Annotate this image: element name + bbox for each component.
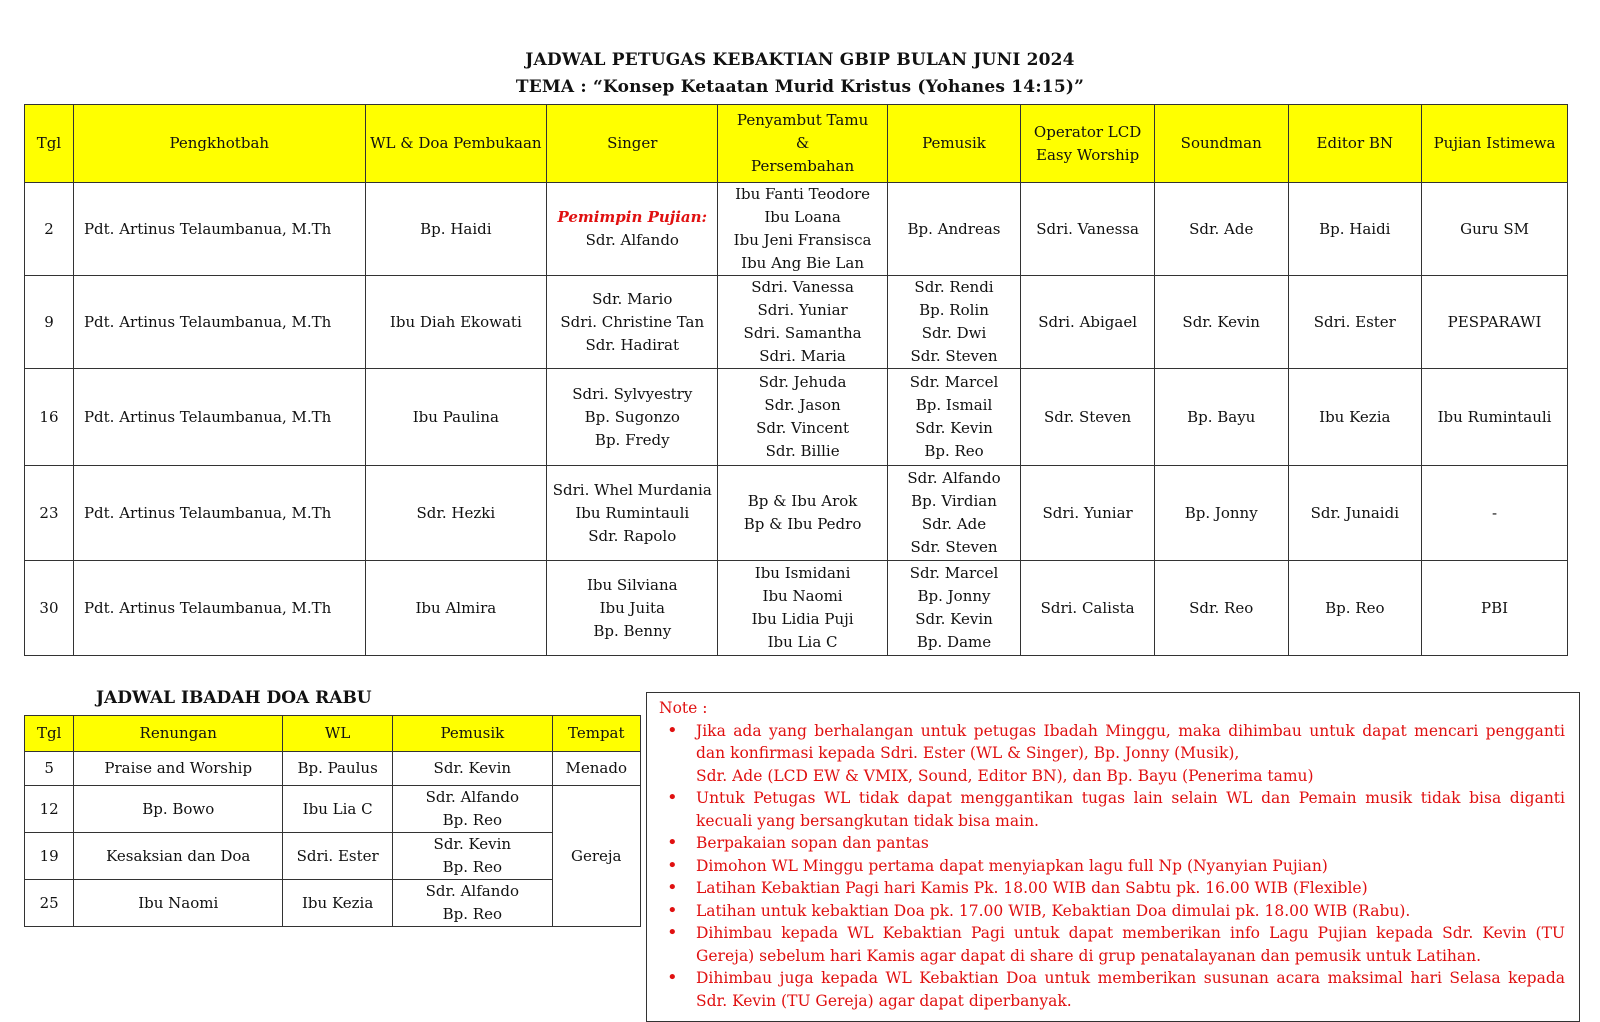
header-tgl: Tgl	[25, 105, 74, 183]
text-line: Bp. Reo	[924, 442, 984, 460]
schedule-row	[25, 369, 1568, 466]
doa-pemusik-cell	[393, 833, 552, 880]
text-line: Ibu Lia C	[302, 799, 373, 818]
text-line: • Untuk Petugas WL tidak dapat menggantikan tugas lain selain WL dan Pemain musik tidak bisa diganti kecuali yang bersangkutan tidak bisa main.	[696, 789, 1565, 830]
pujian-cell	[1422, 561, 1568, 656]
text-line: Pdt. Artinus Telaumbanua, M.Th	[83, 598, 332, 617]
operator-cell	[1021, 561, 1155, 656]
doa-row	[25, 752, 641, 786]
text-line: Sdri. Maria	[759, 347, 846, 365]
text-line: PBI	[1481, 598, 1509, 617]
text-line: Sdr. Vincent	[756, 419, 850, 437]
text-line: Sdri. Samantha	[743, 324, 862, 342]
text-line: Sdr. Steven	[1044, 407, 1132, 426]
text-line: Easy Worship	[1036, 145, 1140, 164]
text-line: Sdr. Kevin	[433, 759, 512, 777]
schedule-row	[25, 561, 1568, 656]
doa-header-pemusik: Pemusik	[393, 716, 552, 752]
text-line: Sdr. Dwi	[921, 324, 987, 342]
text-line: Ibu Paulina	[412, 407, 499, 426]
text-line: • Latihan Kebaktian Pagi hari Kamis Pk. 18.00 WIB dan Sabtu pk. 16.00 WIB (Flexible)	[696, 879, 1368, 897]
text-line: Bp. Haidi	[420, 219, 492, 238]
text-line: Bp. Reo	[1325, 598, 1385, 617]
note-item	[659, 855, 1565, 878]
penyambut-cell	[718, 369, 887, 466]
doa-row	[25, 833, 641, 880]
pujian-cell	[1422, 369, 1568, 466]
text-line: Bp. Rolin	[919, 301, 989, 319]
text-line: Sdri. Ester	[1313, 312, 1396, 331]
note-label: Note :	[659, 699, 708, 717]
penyambut-cell	[718, 561, 887, 656]
text-line: Sdr. Ade	[1189, 219, 1254, 238]
doa-header-row	[25, 716, 641, 752]
text-line: 23	[39, 503, 59, 522]
text-line: Sdr. Rapolo	[588, 526, 677, 545]
text-line: Sdri. Sylvyestry	[572, 384, 693, 403]
text-line: Sdri. Whel Murdania	[552, 480, 712, 499]
text-line: Sdr. Alfando	[425, 788, 520, 806]
text-line: Pdt. Artinus Telaumbanua, M.Th	[83, 219, 332, 238]
note-item	[659, 900, 1565, 923]
doa-tempat-cell	[552, 786, 640, 927]
tgl-cell	[25, 466, 74, 561]
doa-pemusik-cell	[393, 786, 552, 833]
text-line: Sdri. Ester	[296, 846, 379, 865]
pengkhotbah-cell	[73, 183, 365, 276]
operator-cell	[1021, 369, 1155, 466]
doa-tgl-cell	[25, 786, 74, 833]
doa-wl-cell	[283, 833, 393, 880]
text-line: Sdr. Alfando	[425, 882, 520, 900]
schedule-row	[25, 276, 1568, 369]
note-list	[659, 720, 1565, 1013]
text-line: Bp. Reo	[442, 858, 503, 876]
text-line: • Latihan untuk kebaktian Doa pk. 17.00 WIB, Kebaktian Doa dimulai pk. 18.00 WIB (Rabu).	[696, 901, 1411, 920]
editor-cell	[1288, 183, 1422, 276]
doa-row	[25, 786, 641, 833]
pujian-cell	[1422, 183, 1568, 276]
tgl-cell	[25, 276, 74, 369]
singer-cell	[547, 561, 718, 656]
note-item	[659, 720, 1565, 788]
doa-tgl-cell	[25, 880, 74, 927]
text-line: 19	[39, 846, 59, 865]
doa-renungan-cell	[74, 786, 283, 833]
text-line: Ibu Ismidani	[754, 564, 851, 582]
text-line: Bp. Bowo	[142, 799, 215, 818]
header-editor: Editor BN	[1288, 105, 1422, 183]
header-pujian: Pujian Istimewa	[1422, 105, 1568, 183]
text-line: Sdr. Mario	[592, 289, 673, 308]
text-line: Sdr. Rendi	[914, 278, 994, 296]
text-line: Ibu Fanti Teodore	[735, 185, 871, 203]
singer-cell	[547, 183, 718, 276]
page-title: JADWAL PETUGAS KEBAKTIAN GBIP BULAN JUNI 2024	[525, 50, 1075, 70]
tgl-cell	[25, 183, 74, 276]
text-line: • Berpakaian sopan dan pantas	[696, 834, 929, 852]
text-line: • Jika ada yang berhalangan untuk petugas Ibadah Minggu, maka dihimbau untuk dapat mencari pengganti dan konfirmasi kepada Sdri. Ester (WL & Singer), Bp. Jonny (Musik),	[696, 721, 1565, 762]
text-line: Sdr. Jason	[764, 396, 841, 414]
editor-cell	[1288, 466, 1422, 561]
doa-header-tempat: Tempat	[552, 716, 640, 752]
pengkhotbah-cell	[73, 369, 365, 466]
text-line: Sdr. Alfando	[585, 231, 679, 249]
penyambut-cell	[718, 466, 887, 561]
editor-cell	[1288, 276, 1422, 369]
text-line: Ibu Lia C	[767, 633, 838, 651]
text-line: Ibu Silviana	[586, 575, 678, 594]
header-operator	[1021, 105, 1155, 183]
note-item	[659, 787, 1565, 832]
text-line: Ibu Rumintauli	[1437, 407, 1552, 426]
text-line: Bp. Jonny	[917, 587, 991, 605]
text-line: Bp. Paulus	[297, 759, 378, 777]
text-line: 16	[39, 407, 59, 426]
text-line: Bp. Reo	[442, 905, 503, 923]
text-line: Bp. Bayu	[1187, 407, 1256, 426]
text-line: Sdr. Hadirat	[585, 335, 680, 354]
tgl-cell	[25, 561, 74, 656]
header-pengkhotbah: Pengkhotbah	[73, 105, 365, 183]
text-line: Sdr. Kevin	[1182, 312, 1260, 331]
pemusik-cell	[887, 183, 1021, 276]
text-line: Ibu Kezia	[301, 893, 374, 912]
wl-cell	[365, 561, 547, 656]
tgl-cell	[25, 369, 74, 466]
text-line: Bp & Ibu Arok	[747, 492, 858, 510]
text-line: • Dimohon WL Minggu pertama dapat menyiapkan lagu full Np (Nyanyian Pujian)	[696, 856, 1328, 875]
text-line: Sdr. Ade	[921, 515, 987, 533]
text-line: Sdr. Kevin	[915, 610, 993, 628]
note-item	[659, 967, 1565, 1012]
doa-renungan-cell	[74, 880, 283, 927]
text-line: 25	[39, 893, 59, 912]
text-line: Sdri. Abigael	[1038, 312, 1138, 331]
doa-wl-cell	[283, 786, 393, 833]
text-line: Kesaksian dan Doa	[106, 846, 251, 865]
text-line: Pdt. Artinus Telaumbanua, M.Th	[83, 312, 332, 331]
schedule-row	[25, 466, 1568, 561]
header-pemusik: Pemusik	[887, 105, 1021, 183]
singer-lead-label: Pemimpin Pujian:	[557, 208, 708, 226]
editor-cell	[1288, 369, 1422, 466]
text-line: Guru SM	[1460, 219, 1529, 238]
text-line: Sdr. Kevin	[433, 835, 512, 853]
text-line: Sdri. Vanessa	[751, 278, 854, 296]
doa-pemusik-cell	[393, 880, 552, 927]
text-line: Ibu Diah Ekowati	[389, 312, 522, 331]
text-line: Sdr. Steven	[910, 538, 998, 556]
singer-cell	[547, 369, 718, 466]
text-line: Sdri. Yuniar	[757, 301, 848, 319]
text-line: • Dihimbau juga kepada WL Kebaktian Doa untuk memberikan susunan acara maksimal hari Selasa kepada Sdr. Kevin (TU Gereja) agar dapat diperbanyak.	[696, 969, 1565, 1010]
header-soundman: Soundman	[1154, 105, 1288, 183]
pemusik-cell	[887, 466, 1021, 561]
main-schedule-table	[24, 104, 1568, 656]
text-line: Sdr. Ade (LCD EW & VMIX, Sound, Editor BN), dan Bp. Bayu (Penerima tamu)	[696, 766, 1314, 785]
text-line: Sdr. Marcel	[909, 373, 999, 391]
doa-renungan-cell	[74, 833, 283, 880]
operator-cell	[1021, 466, 1155, 561]
text-line: &	[795, 134, 810, 152]
page-theme: TEMA : “Konsep Ketaatan Murid Kristus (Yohanes 14:15)”	[515, 77, 1085, 97]
text-line: Ibu Naomi	[138, 893, 219, 912]
text-line: Bp. Benny	[593, 621, 672, 640]
pengkhotbah-cell	[73, 561, 365, 656]
schedule-row	[25, 183, 1568, 276]
soundman-cell	[1154, 466, 1288, 561]
header-penyambut	[718, 105, 887, 183]
note-item	[659, 832, 1565, 855]
text-line: Bp. Haidi	[1319, 219, 1391, 238]
text-line: Sdr. Kevin	[915, 419, 993, 437]
soundman-cell	[1154, 561, 1288, 656]
main-header-row	[25, 105, 1568, 183]
text-line: Ibu Naomi	[762, 587, 843, 605]
text-line: Praise and Worship	[104, 759, 253, 777]
note-item	[659, 922, 1565, 967]
text-line: Ibu Lidia Puji	[751, 610, 854, 628]
header-singer: Singer	[547, 105, 718, 183]
text-line: Sdri. Calista	[1040, 598, 1135, 617]
text-line: • Dihimbau kepada WL Kebaktian Pagi untuk dapat memberikan info Lagu Pujian kepada Sdr. Kevin (TU Gereja) sebelum hari Kamis agar dapat di share di grup penatalayanan dan pemusik untuk Latihan.	[696, 924, 1565, 965]
wl-cell	[365, 183, 547, 276]
text-line: 30	[39, 598, 59, 617]
text-line: Pdt. Artinus Telaumbanua, M.Th	[83, 407, 332, 426]
soundman-cell	[1154, 276, 1288, 369]
soundman-cell	[1154, 369, 1288, 466]
doa-schedule-table	[24, 715, 641, 927]
text-line: Bp. Fredy	[594, 430, 670, 449]
doa-header-wl: WL	[283, 716, 393, 752]
text-line: 2	[44, 219, 54, 238]
text-line: Sdri. Christine Tan	[560, 312, 705, 331]
pujian-cell	[1422, 276, 1568, 369]
text-line: Persembahan	[751, 157, 855, 175]
text-line: Sdri. Vanessa	[1036, 219, 1139, 238]
text-line: Bp. Sugonzo	[584, 407, 680, 426]
singer-cell	[547, 276, 718, 369]
doa-header-renungan: Renungan	[74, 716, 283, 752]
doa-tgl-cell	[25, 752, 74, 786]
text-line: Menado	[565, 759, 627, 777]
wl-cell	[365, 276, 547, 369]
text-line: Bp. Virdian	[911, 492, 997, 510]
text-line: Ibu Loana	[764, 208, 841, 226]
operator-cell	[1021, 183, 1155, 276]
pengkhotbah-cell	[73, 276, 365, 369]
doa-wl-cell	[283, 752, 393, 786]
text-line: Sdr. Junaidi	[1310, 503, 1399, 522]
doa-tgl-cell	[25, 833, 74, 880]
doa-row	[25, 880, 641, 927]
text-line: Sdr. Reo	[1189, 598, 1254, 617]
doa-wl-cell	[283, 880, 393, 927]
text-line: Penyambut Tamu	[736, 111, 869, 129]
pemusik-cell	[887, 276, 1021, 369]
text-line: Sdr. Steven	[910, 347, 998, 365]
text-line: 5	[44, 759, 54, 777]
text-line: Sdr. Hezki	[416, 503, 496, 522]
note-item	[659, 877, 1565, 900]
text-line: Ibu Rumintauli	[575, 503, 690, 522]
text-line: -	[1492, 503, 1498, 522]
text-line: Sdr. Jehuda	[758, 373, 847, 391]
text-line: Bp. Ismail	[915, 396, 993, 414]
text-line: Operator LCD	[1033, 122, 1142, 141]
text-line: 12	[39, 799, 59, 818]
soundman-cell	[1154, 183, 1288, 276]
text-line: Ibu Jeni Fransisca	[733, 231, 872, 249]
wl-cell	[365, 369, 547, 466]
text-line: PESPARAWI	[1447, 312, 1542, 331]
text-line: Sdr. Alfando	[907, 469, 1001, 487]
text-line: Ibu Ang Bie Lan	[741, 254, 864, 272]
penyambut-cell	[718, 276, 887, 369]
penyambut-cell	[718, 183, 887, 276]
text-line: Sdri. Yuniar	[1042, 503, 1133, 522]
text-line: Ibu Kezia	[1319, 407, 1391, 426]
text-line: Bp. Dame	[916, 633, 992, 651]
text-line: Pdt. Artinus Telaumbanua, M.Th	[83, 503, 332, 522]
pengkhotbah-cell	[73, 466, 365, 561]
doa-heading: JADWAL IBADAH DOA RABU	[96, 688, 372, 708]
text-line: Bp & Ibu Pedro	[743, 515, 862, 533]
pemusik-cell	[887, 369, 1021, 466]
operator-cell	[1021, 276, 1155, 369]
header-wl: WL & Doa Pembukaan	[365, 105, 547, 183]
text-line: Gereja	[571, 846, 622, 865]
text-line: Ibu Juita	[599, 598, 665, 617]
doa-header-tgl: Tgl	[25, 716, 74, 752]
text-line: Sdr. Billie	[765, 442, 840, 460]
note-box	[646, 692, 1580, 1022]
text-line: Ibu Almira	[415, 598, 497, 617]
doa-renungan-cell	[74, 752, 283, 786]
text-line: Bp. Reo	[442, 811, 503, 829]
pemusik-cell	[887, 561, 1021, 656]
doa-tempat-cell	[552, 752, 640, 786]
singer-cell	[547, 466, 718, 561]
text-line: Bp. Andreas	[907, 219, 1001, 238]
wl-cell	[365, 466, 547, 561]
text-line: 9	[44, 312, 54, 331]
pujian-cell	[1422, 466, 1568, 561]
editor-cell	[1288, 561, 1422, 656]
text-line: Sdr. Marcel	[909, 564, 999, 582]
text-line: Bp. Jonny	[1184, 503, 1258, 522]
doa-pemusik-cell	[393, 752, 552, 786]
